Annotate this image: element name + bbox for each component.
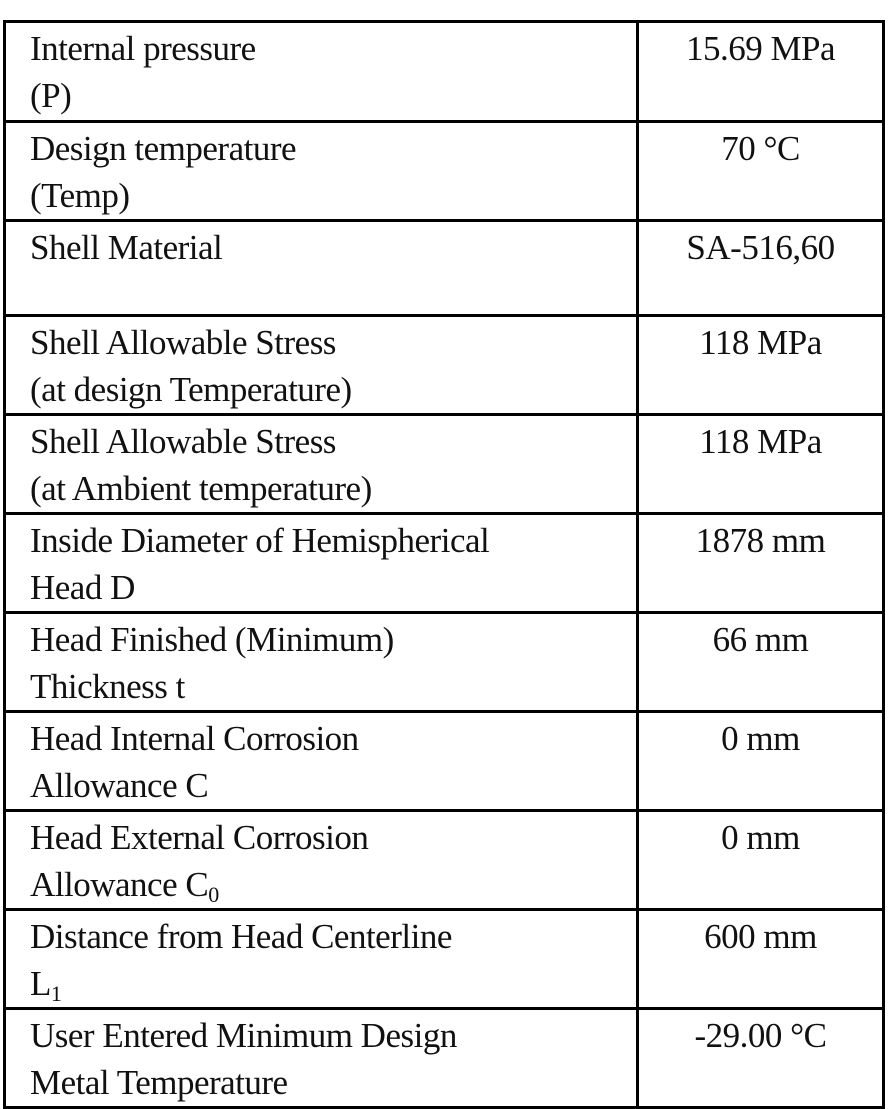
parameter-label bbox=[5, 613, 638, 712]
table-row bbox=[5, 415, 884, 514]
label-line-2: Allowance C bbox=[30, 865, 209, 904]
parameter-label bbox=[5, 514, 638, 613]
parameter-value: 0 mm bbox=[638, 712, 884, 811]
label-line-2: (P) bbox=[30, 76, 72, 115]
parameter-value: 118 MPa bbox=[638, 316, 884, 415]
parameter-label bbox=[5, 811, 638, 910]
table-row bbox=[5, 122, 884, 221]
label-line-1: Head Internal Corrosion bbox=[30, 719, 359, 758]
label-line-1: Head Finished (Minimum) bbox=[30, 620, 394, 659]
parameter-value: SA-516,60 bbox=[638, 221, 884, 316]
parameter-label bbox=[5, 316, 638, 415]
parameter-value: 1878 mm bbox=[638, 514, 884, 613]
label-line-2: Thickness t bbox=[30, 667, 185, 706]
label-line-2: (at Ambient temperature) bbox=[30, 469, 372, 508]
table-row bbox=[5, 613, 884, 712]
label-line-2: (at design Temperature) bbox=[30, 370, 352, 409]
parameter-label bbox=[5, 415, 638, 514]
label-line-1: Head External Corrosion bbox=[30, 818, 369, 857]
design-parameters-table bbox=[3, 20, 885, 1109]
parameter-label bbox=[5, 910, 638, 1009]
label-line-1: Inside Diameter of Hemispherical bbox=[30, 521, 490, 560]
table-row bbox=[5, 712, 884, 811]
label-line-2: Head D bbox=[30, 568, 135, 607]
label-line-1: Internal pressure bbox=[30, 29, 256, 68]
parameter-value: 70 °C bbox=[638, 122, 884, 221]
label-line-1: Distance from Head Centerline bbox=[30, 917, 452, 956]
table-row bbox=[5, 221, 884, 316]
parameter-label bbox=[5, 221, 638, 316]
parameter-value: 15.69 MPa bbox=[638, 22, 884, 122]
label-line-2: (Temp) bbox=[30, 176, 130, 215]
parameter-value: 118 MPa bbox=[638, 415, 884, 514]
parameter-label bbox=[5, 1009, 638, 1108]
label-line-2: L bbox=[30, 964, 51, 1003]
parameter-label bbox=[5, 122, 638, 221]
label-line-2: Metal Temperature bbox=[30, 1063, 288, 1102]
table-row bbox=[5, 1009, 884, 1108]
subscript: 0 bbox=[208, 882, 219, 907]
table-row bbox=[5, 22, 884, 122]
label-line-1: Shell Material bbox=[30, 228, 223, 267]
table-row bbox=[5, 316, 884, 415]
parameter-value: 0 mm bbox=[638, 811, 884, 910]
parameter-value: -29.00 °C bbox=[638, 1009, 884, 1108]
subscript: 1 bbox=[50, 981, 62, 1006]
label-line-2: Allowance C bbox=[30, 766, 209, 805]
label-line-1: Shell Allowable Stress bbox=[30, 323, 336, 362]
label-line-1: Shell Allowable Stress bbox=[30, 422, 336, 461]
parameter-value: 66 mm bbox=[638, 613, 884, 712]
label-line-1: User Entered Minimum Design bbox=[30, 1016, 457, 1055]
table-row bbox=[5, 811, 884, 910]
parameter-value: 600 mm bbox=[638, 910, 884, 1009]
table-row bbox=[5, 514, 884, 613]
label-line-1: Design temperature bbox=[30, 129, 297, 168]
parameter-label bbox=[5, 22, 638, 122]
parameter-label bbox=[5, 712, 638, 811]
table-row bbox=[5, 910, 884, 1009]
